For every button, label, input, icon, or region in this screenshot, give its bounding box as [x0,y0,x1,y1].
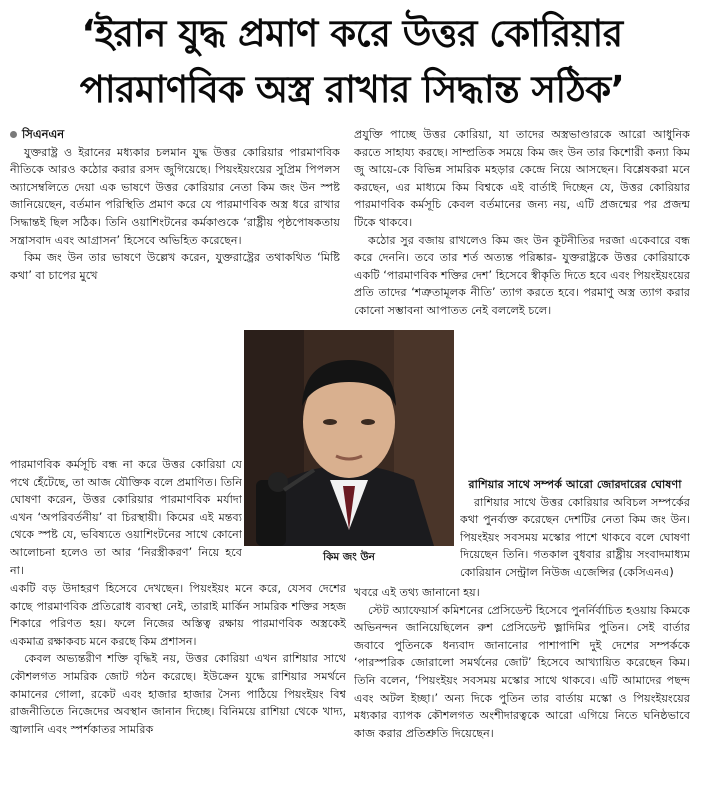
bullet-dot-icon [10,131,17,138]
paragraph: পারমাণবিক কর্মসূচি বন্ধ না করে উত্তর কোরিয়া যে পথে হেঁটেছে, তা আজ যৌক্তিক বলে প্রমাণিত। তিনি ঘোষণা করেন, উত্তর কোরিয়ার পারমাণবিক মর্যাদা এখন ‘অপরিবর্তনীয়’ বা চিরস্থায়ী। কিমের এই মন্তব্য থেকে স্পষ্ট যে, ভবিষ্যতে ওয়াশিংটনের সাথে কোনো আলোচনা হলেও তা আর ‘নিরস্ত্রীকরণ’ নিয়ে হবে না। [10,458,242,577]
paragraph: একটি বড় উদাহরণ হিসেবে দেখছেন। পিয়ংইয়ং মনে করে, যেসব দেশের কাছে পারমাণবিক প্রতিরোধ ব্যবস্থা নেই, তারাই মার্কিন সামরিক শক্তির সহজ শিকারে পরিণত হয়। ফলে নিজের অস্তিত্ব রক্ষায় পারমাণবিক অস্ত্রকেই একমাত্র রক্ষাকবচ মনে করছে কিম প্রশাসন। [10,582,346,648]
byline [10,126,340,144]
photo-caption: কিম জং উন [323,551,375,563]
paragraph: খবরে এই তথ্য জানানো হয়। [354,586,480,599]
byline-source: সিএনএন [22,127,65,141]
paragraph: কেবল অভ্যন্তরীণ শক্তি বৃদ্ধিই নয়, উত্তর কোরিয়া এখন রাশিয়ার সাথে কৌশলগত সামরিক জোট গঠন করেছে। ইউক্রেন যুদ্ধে রাশিয়ার সমর্থনে কামানের গোলা, রকেট এবং হাজার হাজার সৈন্য পাঠিয়ে পিয়ংইয়ং বিশ্ব রাজনীতিতে নিজেদের অবস্থান জানান দিচ্ছে। বিনিময়ে রাশিয়া থেকে খাদ্য, জ্বালানি এবং স্পর্শকাতর সামরিক [10,652,346,736]
left-column-narrow [10,456,242,578]
paragraph: কঠোর সুর বজায় রাখলেও কিম জং উন কূটনীতির দরজা একেবারে বন্ধ করে দেননি। তবে তার শর্ত অত্যন্ত পরিষ্কার- যুক্তরাষ্ট্রকে উত্তর কোরিয়াকে একটি ‘পারমাণবিক শক্তির দেশ’ হিসেবে স্বীকৃতি দিতে হবে এবং পিয়ংইয়ংয়ের প্রতি তাদের ‘শত্রুতামূলক নীতি’ ত্যাগ করতে হবে। পরমাণু অস্ত্র ত্যাগ করার কোনো সম্ভাবনা আপাতত নেই বললেই চলে। [354,233,690,317]
right-column-bottom [354,584,690,784]
paragraph: রাশিয়ার সাথে উত্তর কোরিয়ার অবিচল সম্পর্কের কথা পুনর্ব্যক্ত করেছেন দেশটির নেতা কিম জং উন। পিয়ংইয়ং সবসময় মস্কোর পাশে থাকবে বলে ঘোষণা দিয়েছেন তিনি। গতকাল বুধবার রাষ্ট্রীয় সংবাদমাধ্যম কোরিয়ান সেন্ট্রাল নিউজ এজেন্সির (কেসিএনএ) [460,495,690,579]
paragraph: যুক্তরাষ্ট্র ও ইরানের মধ্যকার চলমান যুদ্ধ উত্তর কোরিয়ার পারমাণবিক নীতিকে আরও কঠোর করার রসদ জুগিয়েছে। পিয়ংইয়ংয়ের সুপ্রিম পিপলস অ্যাসেম্বলিতে দেয়া এক ভাষণে উত্তর কোরিয়ার নেতা কিম জং উন স্পষ্ট জানিয়েছেন, বর্তমান পরিস্থিতি প্রমাণ করে যে পারমাণবিক অস্ত্র ধরে রাখার সিদ্ধান্তই ছিল সঠিক। তিনি ওয়াশিংটনের কর্মকাণ্ডকে ‘রাষ্ট্রীয় পৃষ্ঠপোষকতায় সন্ত্রাসবাদ এবং আগ্রাসন’ হিসেবে অভিহিত করেছেন। [10,145,340,247]
paragraph: প্রযুক্তি পাচ্ছে উত্তর কোরিয়া, যা তাদের অস্ত্রভাণ্ডারকে আরো আধুনিক করতে সাহায্য করছে। সাম্প্রতিক সময়ে কিম জং উন তার কিশোরী কন্যা কিম জু আয়ে-কে বিভিন্ন সামরিক মহড়ার কেন্দ্রে নিয়ে আসছেন। বিশ্লেষকরা মনে করছেন, এর মাধ্যমে কিম বিশ্বকে এই বার্তাই দিচ্ছেন যে, উত্তর কোরিয়ার পারমাণবিক কর্মসূচি কেবল বর্তমানের জন্য নয়, এটি প্রজন্মের পর প্রজন্ম টিকে থাকবে। [354,128,690,229]
section-subhead: রাশিয়ার সাথে সম্পর্ক আরো জোরদারের ঘোষণা [468,478,682,491]
left-column-bottom [10,580,346,798]
headline: ‘ইরান যুদ্ধ প্রমাণ করে উত্তর কোরিয়ার পারমাণবিক অস্ত্র রাখার সিদ্ধান্ত সঠিক’ [79,12,625,111]
paragraph: স্টেট অ্যাফেয়ার্স কমিশনের প্রেসিডেন্ট হিসেবে পুনর্নির্বাচিত হওয়ায় কিমকে অভিনন্দন জানিয়েছিলেন রুশ প্রেসিডেন্ট ভ্লাদিমির পুতিন। সেই বার্তার জবাবে পুতিনকে ধন্যবাদ জানানোর পাশাপাশি দুই দেশের সম্পর্ককে ‘পারস্পরিক জোরালো সমর্থনের জোট’ হিসেবে আখ্যায়িত করেছেন কিম। তিনি বলেন, ‘পিয়ংইয়ং সবসময় মস্কোর সাথে থাকবে। এটি আমাদের পছন্দ এবং অটল ইচ্ছা।’ অন্য দিকে পুতিন তার বার্তায় মস্কো ও পিয়ংইয়ংয়ের মধ্যকার ব্যাপক কৌশলগত অংশীদারত্বকে আরো এগিয়ে নিতে ঘনিষ্ঠভাবে কাজ করার প্রতিশ্রুতি দিয়েছেন। [354,603,690,740]
right-column-narrow [460,476,690,586]
paragraph: কিম জং উন তার ভাষণে উল্লেখ করেন, যুক্তরাষ্ট্রের তথাকথিত ‘মিষ্টি কথা’ বা চাপের মুখে [10,251,340,282]
right-column-top [354,126,690,476]
